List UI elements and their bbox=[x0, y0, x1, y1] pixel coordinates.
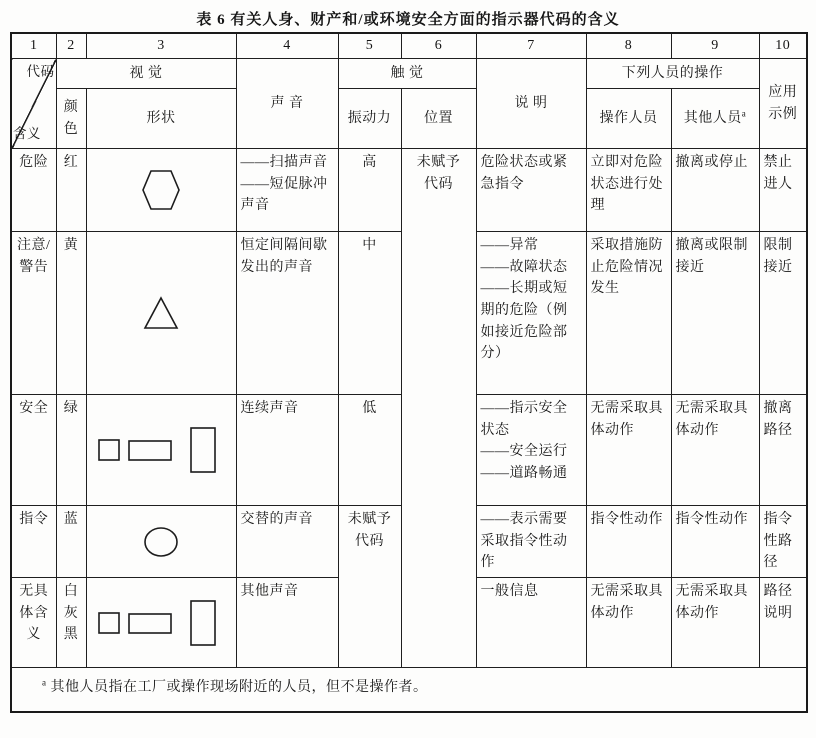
column-number: 8 bbox=[586, 33, 671, 59]
r2-color-cell bbox=[56, 232, 86, 395]
header-color bbox=[56, 89, 86, 149]
r1-vibration-cell: 高 bbox=[338, 149, 401, 232]
r1-description-line: 危险状态或紧急指令 bbox=[480, 155, 568, 192]
footnote-cell bbox=[11, 668, 807, 712]
footnote-marker: a bbox=[42, 677, 47, 688]
header-visual: 视 觉 bbox=[56, 59, 236, 89]
r4-application-cell: 指令性路径 bbox=[759, 506, 807, 578]
r1-meaning-line: 危险 bbox=[19, 155, 49, 170]
r3-description-line: ——安全运行 bbox=[480, 444, 568, 460]
r1-description-cell bbox=[476, 149, 586, 232]
position-merged-cell bbox=[401, 149, 476, 668]
square-rectangle-bar-icon bbox=[96, 597, 226, 649]
column-number-row bbox=[11, 33, 807, 59]
column-number: 3 bbox=[86, 33, 236, 59]
r5-meaning-line: 义 bbox=[26, 627, 41, 643]
r1-meaning-cell bbox=[11, 149, 56, 232]
r5-color-line: 灰 bbox=[63, 605, 79, 621]
r1-color-cell bbox=[56, 149, 86, 232]
footnote-ref-mark: a bbox=[741, 108, 747, 118]
indicator-code-table bbox=[10, 32, 808, 713]
r5-sound-cell bbox=[236, 578, 338, 668]
r3-color-cell bbox=[56, 395, 86, 506]
header-tactile: 触 觉 bbox=[338, 59, 476, 89]
r5-operator-cell: 无需采取具体动作 bbox=[586, 578, 671, 668]
header-application bbox=[759, 59, 807, 149]
square-rectangle-bar-icon bbox=[96, 424, 226, 476]
corner-meaning-label: 含义 bbox=[13, 126, 41, 142]
r5-description-cell bbox=[476, 578, 586, 668]
column-number: 1 bbox=[11, 33, 56, 59]
r2-application-cell: 限制接近 bbox=[759, 232, 807, 395]
r1-sound-line: ——扫描声音 bbox=[240, 155, 328, 170]
r4-description-line: ——表示需要采取指令性动作 bbox=[480, 512, 568, 571]
r1-application-cell: 禁止进人 bbox=[759, 149, 807, 232]
r4-others-cell: 指令性动作 bbox=[671, 506, 759, 578]
hexagon-icon bbox=[141, 169, 181, 211]
r4-sound-line: 交替的声音 bbox=[240, 512, 313, 527]
column-number: 10 bbox=[759, 33, 807, 59]
column-number: 4 bbox=[236, 33, 338, 59]
column-number: 2 bbox=[56, 33, 86, 59]
r2-meaning-cell bbox=[11, 232, 56, 395]
header-operator: 操作人员 bbox=[586, 89, 671, 149]
r3-sound-cell bbox=[236, 395, 338, 506]
r4-operator-cell: 指令性动作 bbox=[586, 506, 671, 578]
r5-color-line: 黑 bbox=[63, 627, 79, 643]
r4-meaning-line: 指令 bbox=[19, 512, 49, 527]
header-others-label: 其他人员 bbox=[683, 110, 742, 126]
table-row-danger bbox=[11, 149, 807, 232]
r4-sound-cell bbox=[236, 506, 338, 578]
r4-shape-cell bbox=[86, 506, 236, 578]
r4-vibration-line: 代码 bbox=[355, 533, 384, 549]
r3-sound-line: 连续声音 bbox=[240, 401, 299, 416]
r2-vibration-cell: 中 bbox=[338, 232, 401, 395]
r2-sound-line: 恒定间隔间歇发出的声音 bbox=[240, 238, 328, 275]
r5-sound-line: 其他声音 bbox=[240, 584, 299, 600]
position-line: 代码 bbox=[424, 176, 453, 192]
r3-description-line: ——指示安全状态 bbox=[480, 401, 568, 438]
r4-vibration-line: 未赋予 bbox=[347, 512, 392, 527]
r4-meaning-cell bbox=[11, 506, 56, 578]
r5-color-line: 白 bbox=[63, 584, 79, 600]
column-number: 7 bbox=[476, 33, 586, 59]
triangle-icon bbox=[143, 296, 179, 330]
r4-color-cell bbox=[56, 506, 86, 578]
r2-color-line: 黄 bbox=[63, 238, 79, 253]
r3-operator-cell: 无需采取具体动作 bbox=[586, 395, 671, 506]
header-others bbox=[671, 89, 759, 149]
position-line: 未赋予 bbox=[416, 155, 461, 170]
r3-description-cell bbox=[476, 395, 586, 506]
r2-description-line: ——故障状态 bbox=[480, 259, 568, 275]
r2-meaning-line: 注意/ bbox=[17, 238, 51, 253]
r1-sound-cell bbox=[236, 149, 338, 232]
r5-meaning-line: 无具 bbox=[19, 584, 49, 600]
r5-shape-cell bbox=[86, 578, 236, 668]
r3-vibration-cell: 低 bbox=[338, 395, 401, 506]
header-application-line: 示例 bbox=[768, 106, 798, 122]
corner-code-label: 代码 bbox=[26, 64, 55, 79]
header-row-subcolumns bbox=[11, 89, 807, 149]
r2-others-cell: 撤离或限制接近 bbox=[671, 232, 759, 395]
r2-description-line: ——异常 bbox=[480, 238, 539, 253]
r5-description-line: 一般信息 bbox=[480, 584, 539, 600]
column-number: 6 bbox=[401, 33, 476, 59]
header-application-line: 应用 bbox=[768, 84, 798, 100]
r3-meaning-cell bbox=[11, 395, 56, 506]
header-shape: 形状 bbox=[86, 89, 236, 149]
r2-sound-cell bbox=[236, 232, 338, 395]
r2-description-cell bbox=[476, 232, 586, 395]
r3-application-cell: 撤离路径 bbox=[759, 395, 807, 506]
r2-description-line: ——长期或短期的危险（例如接近危险部分） bbox=[480, 281, 568, 362]
r1-sound-line: ——短促脉冲声音 bbox=[240, 176, 328, 214]
header-sound: 声 音 bbox=[236, 59, 338, 149]
r5-meaning-cell bbox=[11, 578, 56, 668]
circle-icon bbox=[142, 526, 180, 558]
footnote-text: 其他人员指在工厂或操作现场附近的人员，但不是操作者。 bbox=[50, 680, 428, 696]
header-corner-cell bbox=[11, 59, 56, 149]
header-color-line: 色 bbox=[63, 121, 79, 137]
header-color-line: 颜 bbox=[63, 99, 79, 115]
r3-color-line: 绿 bbox=[63, 401, 79, 416]
column-number: 5 bbox=[338, 33, 401, 59]
r5-color-cell bbox=[56, 578, 86, 668]
header-vibration: 振动力 bbox=[338, 89, 401, 149]
r1-color-line: 红 bbox=[63, 155, 79, 170]
r2-meaning-line: 警告 bbox=[19, 259, 49, 275]
r3-description-line: ——道路畅通 bbox=[480, 466, 568, 482]
r1-others-cell: 撤离或停止 bbox=[671, 149, 759, 232]
r5-application-cell: 路径说明 bbox=[759, 578, 807, 668]
r3-meaning-line: 安全 bbox=[19, 401, 49, 416]
r3-shape-cell bbox=[86, 395, 236, 506]
header-position: 位置 bbox=[401, 89, 476, 149]
r1-shape-cell bbox=[86, 149, 236, 232]
r3-others-cell: 无需采取具体动作 bbox=[671, 395, 759, 506]
column-number: 9 bbox=[671, 33, 759, 59]
r2-operator-cell: 采取措施防止危险情况发生 bbox=[586, 232, 671, 395]
header-staff-ops: 下列人员的操作 bbox=[586, 59, 759, 89]
r4-description-cell bbox=[476, 506, 586, 578]
footnote-row bbox=[11, 668, 807, 712]
r5-meaning-line: 体含 bbox=[19, 605, 49, 621]
r2-shape-cell bbox=[86, 232, 236, 395]
header-row-groups bbox=[11, 59, 807, 89]
r4-color-line: 蓝 bbox=[63, 512, 79, 527]
r1-operator-cell: 立即对危险状态进行处理 bbox=[586, 149, 671, 232]
r5-others-cell: 无需采取具体动作 bbox=[671, 578, 759, 668]
header-description: 说 明 bbox=[476, 59, 586, 149]
r4-vibration-cell bbox=[338, 506, 401, 668]
page-title: 表 6 有关人身、财产和/或环境安全方面的指示器代码的含义 bbox=[196, 12, 620, 28]
